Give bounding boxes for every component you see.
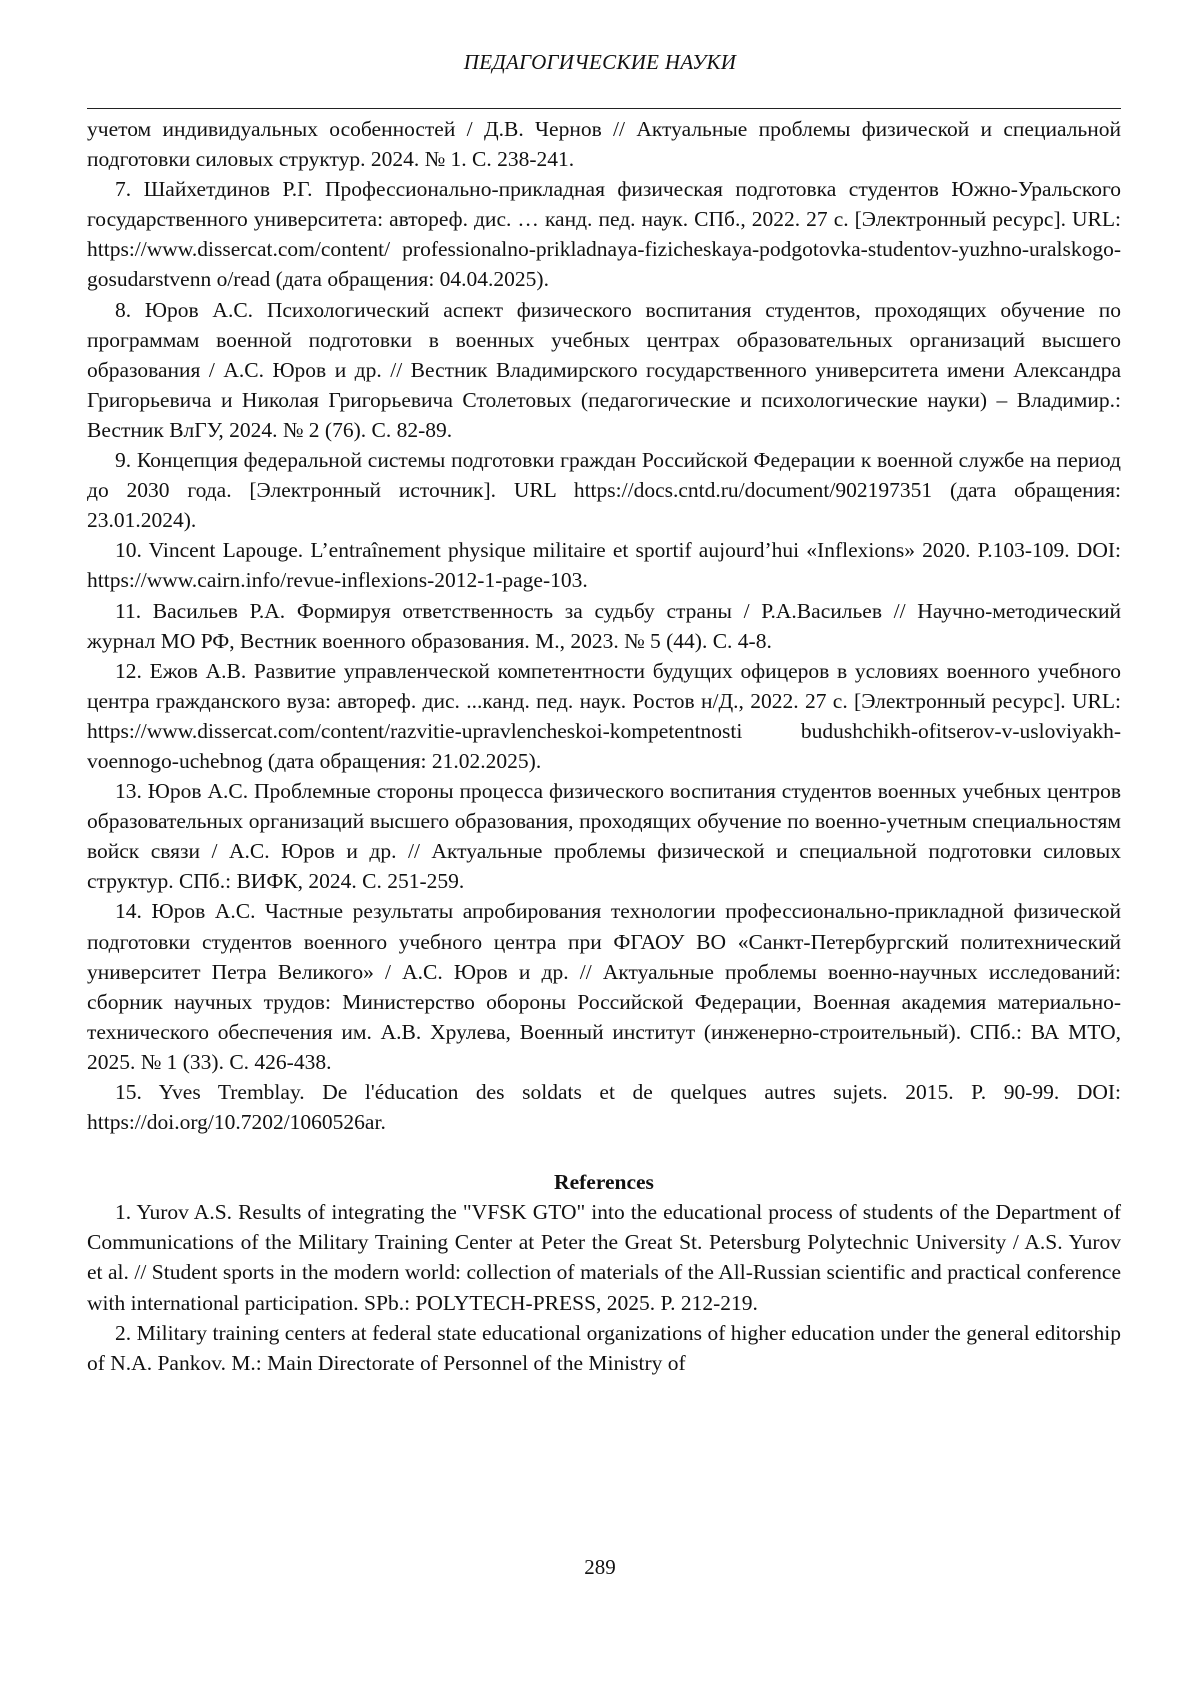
reference-ru-14: 14. Юров А.С. Частные результаты апробирования технологии профессионально-прикладной физической подготовки студентов военного учебного центра при ФГАОУ ВО «Санкт-Петербургский политехнический университет Петра Великого» / А.С. Юров и др. // Актуальные проблемы военно-научных исследований: сборник научных трудов: Министерство обороны Российской Федерации, Военная академия материально-технического обеспечения им. А.В. Хрулева, Военный институт (инженерно-строительный). СПб.: ВА МТО, 2025. № 1 (33). С. 426-438. (87, 899, 1121, 1074)
reference-ru-13: 13. Юров А.С. Проблемные стороны процесса физического воспитания студентов военных учебных центров образовательных организаций высшего образования, проходящих обучение по военно-учетным специальностям войск связи / А.С. Юров и др. // Актуальные проблемы физической и специальной подготовки силовых структур. СПб.: ВИФК, 2024. С. 251-259. (87, 779, 1121, 894)
header-divider (87, 108, 1121, 109)
reference-ru-12: 12. Ежов А.В. Развитие управленческой компетентности будущих офицеров в условиях военного учебного центра гражданского вуза: автореф. дис. ...канд. пед. наук. Ростов н/Д., 2022. 27 с. [Электронный ресурс]. URL: https://www.dissercat.com/content/razvitie-upravlencheskoi-kompetentnosti budushchikh-ofitserov-v-usloviyakh-voennogo-uchebnog (дата обращения: 21.02.2025). (87, 658, 1121, 773)
reference-ru-15: 15. Yves Tremblay. De l'éducation des soldats et de quelques autres sujets. 2015. P. 90-99. DOI: https://doi.org/10.7202/1060526ar. (87, 1080, 1121, 1135)
references-heading: References (554, 1170, 654, 1195)
reference-ru-9: 9. Концепция федеральной системы подготовки граждан Российской Федерации к военной службе на период до 2030 года. [Электронный источник]. URL https://docs.cntd.ru/document/902197351 (дата обращения: 23.01.2024). (87, 448, 1121, 533)
reference-ru-10: 10. Vincent Lapouge. L’entraînement physique militaire et sportif aujourd’hui «Inflexions» 2020. P.103-109. DOI: https://www.cairn.info/revue-inflexions-2012-1-page-103. (87, 538, 1121, 593)
reference-en-2: 2. Military training centers at federal state educational organizations of higher education under the general editorship of N.A. Pankov. M.: Main Directorate of Personnel of the Ministry of (87, 1320, 1121, 1375)
reference-en-1: 1. Yurov A.S. Results of integrating the "VFSK GTO" into the educational process of students of the Department of Communications of the Military Training Center at Peter the Great St. Petersburg Polytechnic University / A.S. Yurov et al. // Student sports in the modern world: collection of materials of the All-Russian scientific and practical conference with international participation. SPb.: POLYTECH-PRESS, 2025. P. 212-219. (87, 1200, 1121, 1315)
reference-list (87, 114, 1121, 1378)
page-number: 289 (584, 1555, 616, 1579)
running-header: ПЕДАГОГИЧЕСКИЕ НАУКИ (463, 50, 737, 74)
reference-ru-7: 7. Шайхетдинов Р.Г. Профессионально-прикладная физическая подготовка студентов Южно-Уральского государственного университета: автореф. дис. … канд. пед. наук. СПб., 2022. 27 с. [Электронный ресурс]. URL: https://www.dissercat.com/content/ professionalno-prikladnaya-fizicheskaya-podgotovka-studentov-yuzhno-uralskogo-gosudarstvenn o/read (дата обращения: 04.04.2025). (87, 177, 1121, 292)
reference-ru-11: 11. Васильев Р.А. Формируя ответственность за судьбу страны / Р.А.Васильев // Научно-методический журнал МО РФ, Вестник военного образования. М., 2023. № 5 (44). С. 4-8. (87, 598, 1121, 653)
reference-ru-8: 8. Юров А.С. Психологический аспект физического воспитания студентов, проходящих обучение по программам военной подготовки в военных учебных центрах образовательных организаций высшего образования / А.С. Юров и др. // Вестник Владимирского государственного университета имени Александра Григорьевича и Николая Григорьевича Столетовых (педагогические и психологические науки) – Владимир.: Вестник ВлГУ, 2024. № 2 (76). С. 82-89. (87, 297, 1121, 442)
reference-continuation: учетом индивидуальных особенностей / Д.В. Чернов // Актуальные проблемы физической и специальной подготовки силовых структур. 2024. № 1. С. 238-241. (87, 117, 1121, 172)
